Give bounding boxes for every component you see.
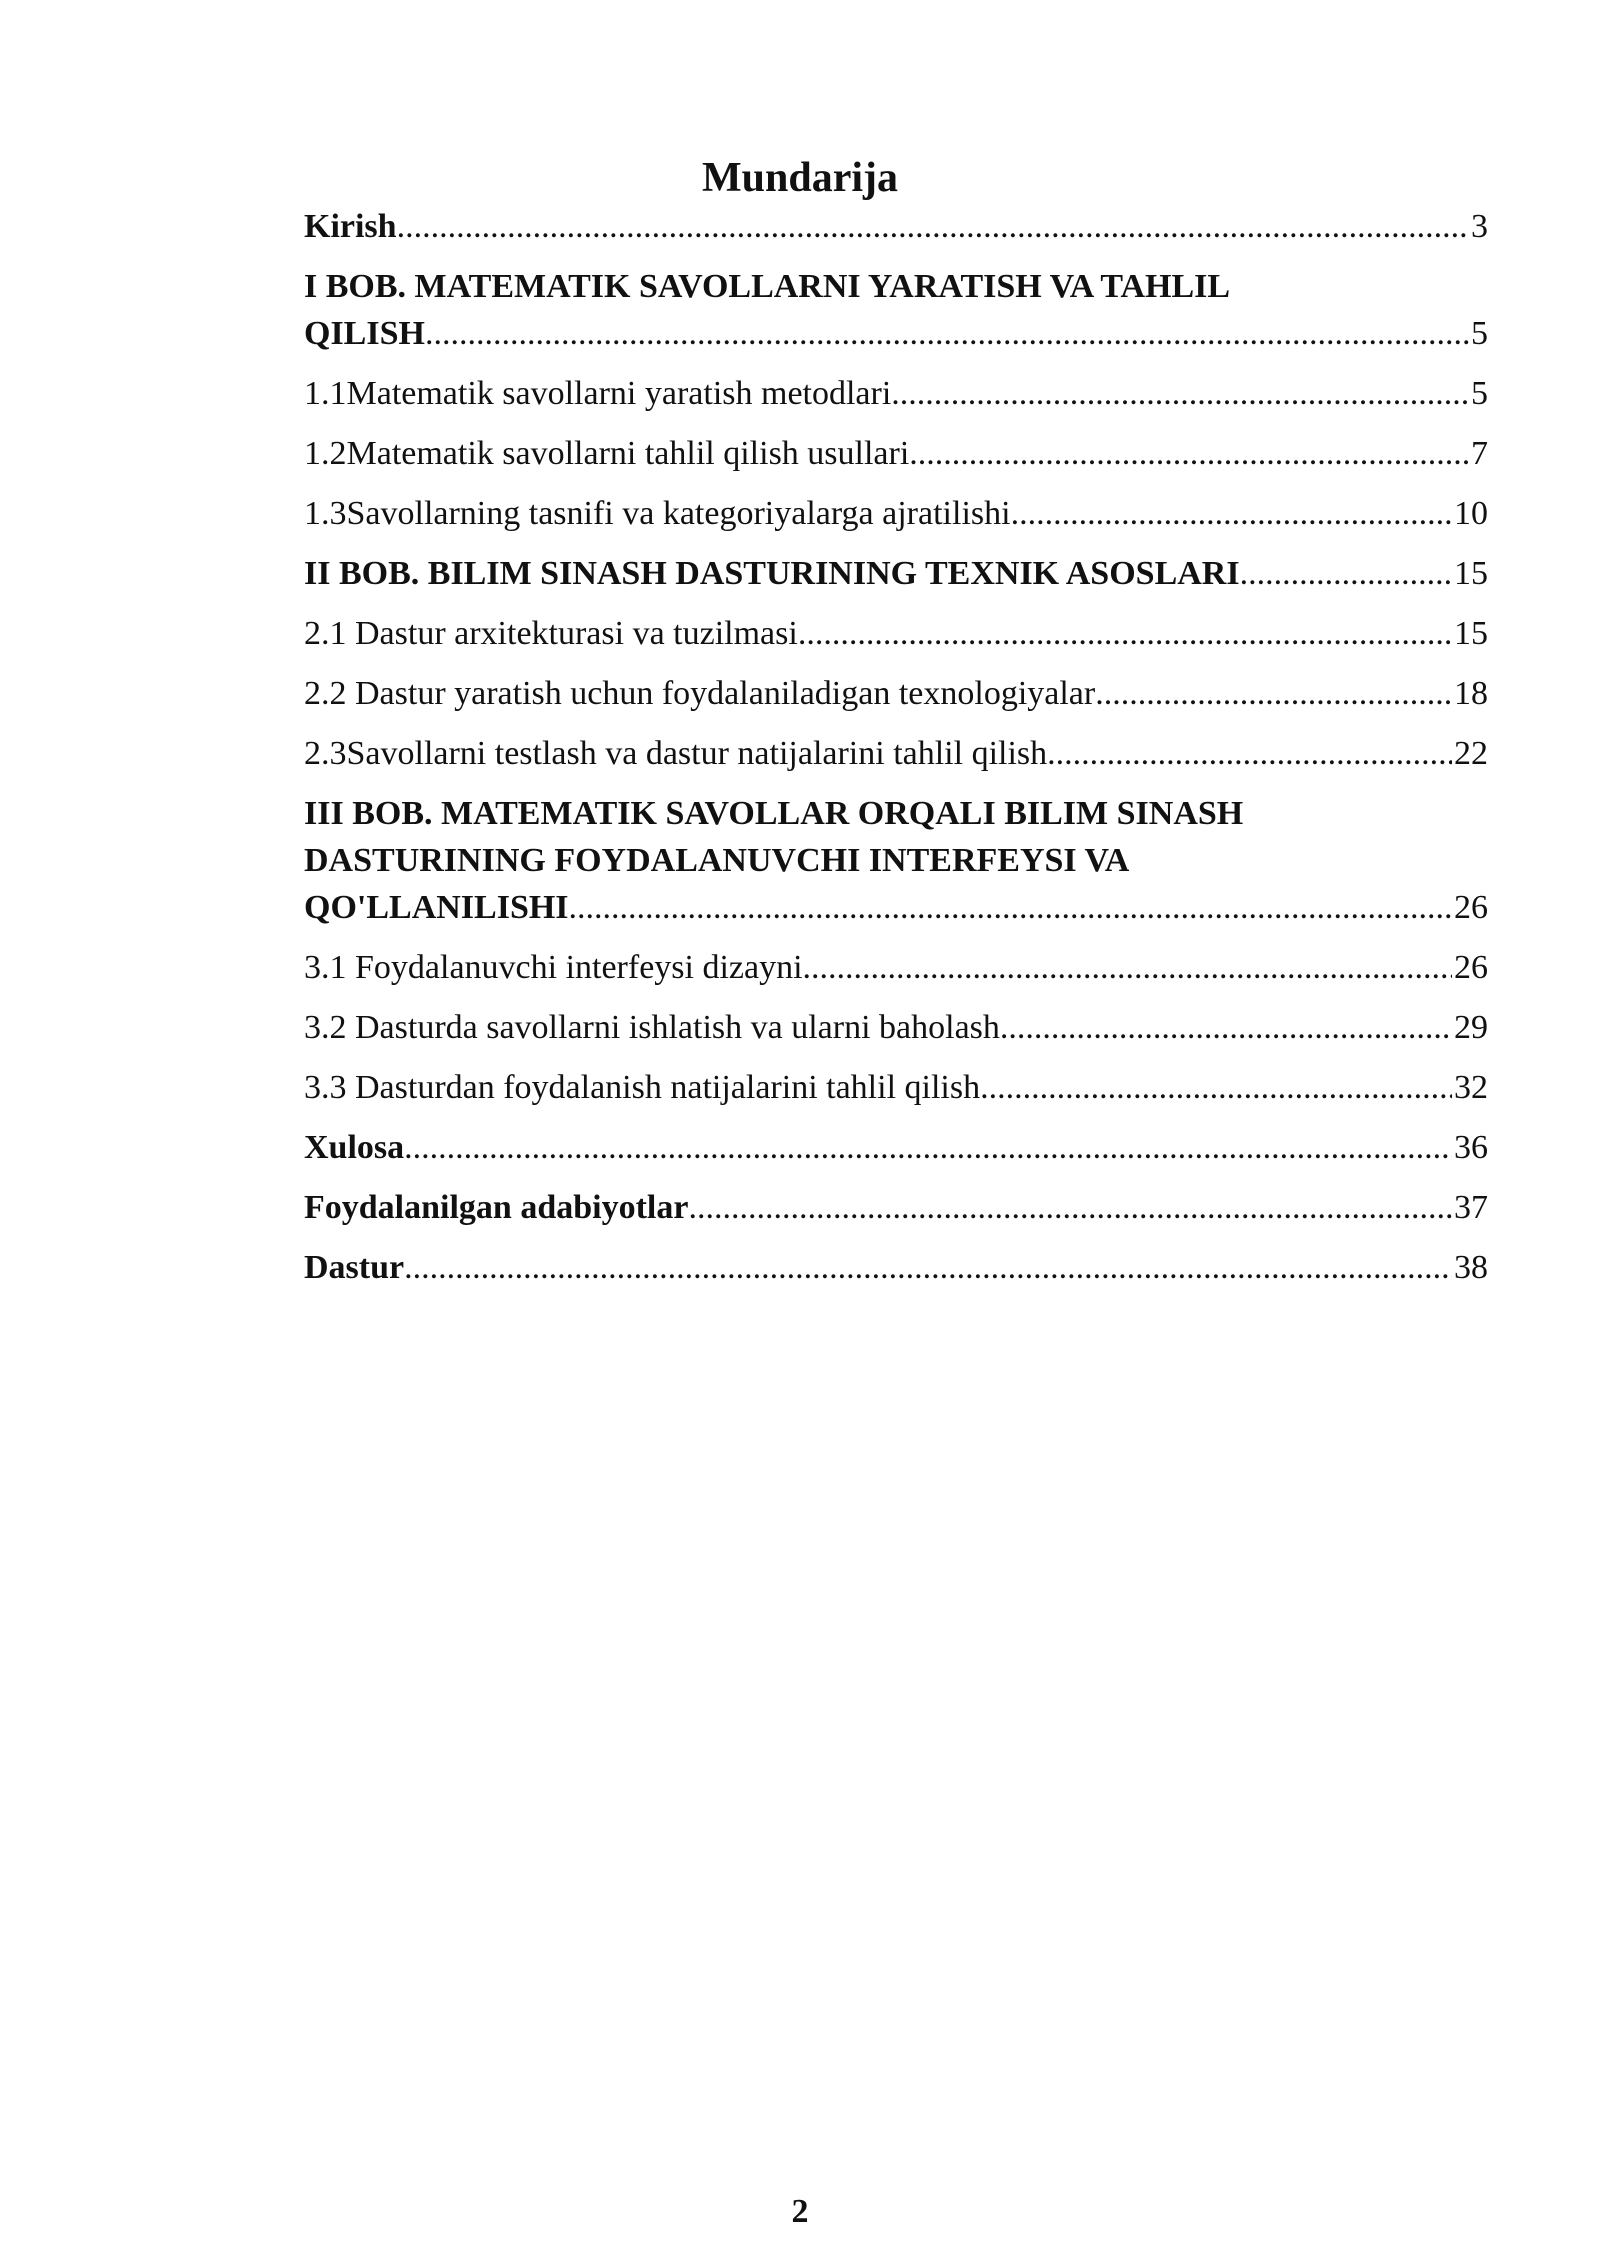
toc-page-number: 38 — [1454, 1249, 1488, 1286]
toc-entry-text: QO'LLANILISHI — [304, 889, 569, 926]
toc-page-number: 22 — [1454, 735, 1488, 772]
toc-dot-leader — [1047, 730, 1452, 777]
toc-entry[interactable] — [304, 1004, 1488, 1051]
toc-page-number: 29 — [1454, 1009, 1488, 1046]
toc-entry-line — [304, 550, 1488, 597]
toc-page-number: 18 — [1454, 675, 1488, 712]
toc-entry[interactable] — [304, 490, 1488, 537]
toc-dot-leader — [425, 310, 1469, 357]
toc-entry[interactable] — [304, 790, 1488, 931]
toc-dot-leader — [909, 430, 1469, 477]
toc-entry-line — [304, 837, 1488, 884]
toc-entry[interactable] — [304, 1184, 1488, 1231]
toc-page-number: 7 — [1471, 435, 1488, 472]
toc-entry-line — [304, 263, 1488, 310]
toc-entry[interactable] — [304, 263, 1488, 357]
toc-dot-leader — [404, 1244, 1452, 1291]
toc-dot-leader — [798, 610, 1452, 657]
toc-entry-text: 1.3Savollarning tasnifi va kategoriyalarga ajratilishi — [304, 495, 1011, 532]
table-of-contents — [304, 203, 1488, 1304]
toc-entry-text: 3.3 Dasturdan foydalanish natijalarini tahlil qilish — [304, 1069, 981, 1106]
toc-entry-line — [304, 670, 1488, 717]
toc-entry-text: 3.1 Foydalanuvchi interfeysi dizayni — [304, 949, 803, 986]
toc-entry-text: Kirish — [304, 208, 397, 245]
toc-entry-text: Foydalanilgan adabiyotlar — [304, 1189, 689, 1226]
toc-entry-line — [304, 1244, 1488, 1291]
toc-page-number: 3 — [1471, 208, 1488, 245]
toc-dot-leader — [891, 370, 1469, 417]
toc-entry-line — [304, 310, 1488, 357]
toc-entry-text: 2.2 Dastur yaratish uchun foydalaniladigan texnologiyalar — [304, 675, 1096, 712]
toc-entry[interactable] — [304, 550, 1488, 597]
toc-dot-leader — [397, 203, 1469, 250]
toc-page-number: 15 — [1454, 555, 1488, 592]
toc-entry-text: II BOB. BILIM SINASH DASTURINING TEXNIK ASOSLARI — [304, 555, 1240, 592]
toc-entry[interactable] — [304, 730, 1488, 777]
toc-dot-leader — [1000, 1004, 1452, 1051]
toc-page-number: 26 — [1454, 889, 1488, 926]
toc-page-number: 5 — [1471, 315, 1488, 352]
toc-entry-line — [304, 944, 1488, 991]
toc-entry-line — [304, 884, 1488, 931]
toc-entry[interactable] — [304, 944, 1488, 991]
toc-entry-line — [304, 203, 1488, 250]
toc-title: Mundarija — [701, 155, 898, 201]
toc-entry-text: 2.3Savollarni testlash va dastur natijalarini tahlil qilish — [304, 735, 1048, 772]
toc-entry-line — [304, 610, 1488, 657]
toc-entry-text: 3.2 Dasturda savollarni ishlatish va ularni baholash — [304, 1009, 1000, 1046]
toc-dot-leader — [1240, 550, 1452, 597]
toc-entry-line — [304, 1124, 1488, 1171]
toc-entry-text: Dastur — [304, 1249, 405, 1286]
toc-entry-line — [304, 1004, 1488, 1051]
toc-entry[interactable] — [304, 203, 1488, 250]
toc-entry-text: QILISH — [304, 315, 425, 352]
toc-entry-line — [304, 370, 1488, 417]
page-number: 2 — [791, 2193, 809, 2230]
toc-page-number: 32 — [1454, 1069, 1488, 1106]
toc-entry[interactable] — [304, 670, 1488, 717]
toc-entry-line — [304, 1064, 1488, 1111]
toc-entry[interactable] — [304, 1064, 1488, 1111]
toc-entry[interactable] — [304, 430, 1488, 477]
toc-entry[interactable] — [304, 1244, 1488, 1291]
toc-dot-leader — [1011, 490, 1452, 537]
toc-entry-line — [304, 1184, 1488, 1231]
toc-entry-text: DASTURINING FOYDALANUVCHI INTERFEYSI VA — [304, 842, 1130, 879]
toc-dot-leader — [404, 1124, 1452, 1171]
toc-entry-text: 2.1 Dastur arxitekturasi va tuzilmasi — [304, 615, 798, 652]
toc-entry-text: 1.1Matematik savollarni yaratish metodlari — [304, 375, 892, 412]
toc-page-number: 15 — [1454, 615, 1488, 652]
toc-page-number: 5 — [1471, 375, 1488, 412]
toc-entry-line — [304, 430, 1488, 477]
toc-dot-leader — [803, 944, 1452, 991]
toc-page-number: 26 — [1454, 949, 1488, 986]
toc-dot-leader — [569, 884, 1452, 931]
toc-entry[interactable] — [304, 370, 1488, 417]
toc-dot-leader — [1095, 670, 1452, 717]
toc-entry-text: I BOB. MATEMATIK SAVOLLARNI YARATISH VA TAHLIL — [304, 268, 1231, 305]
toc-entry-text: Xulosa — [304, 1129, 405, 1166]
toc-page-number: 36 — [1454, 1129, 1488, 1166]
toc-entry-line — [304, 490, 1488, 537]
toc-entry-text: 1.2Matematik savollarni tahlil qilish usullari — [304, 435, 910, 472]
toc-entry[interactable] — [304, 610, 1488, 657]
toc-entry-text: III BOB. MATEMATIK SAVOLLAR ORQALI BILIM SINASH — [304, 795, 1244, 832]
toc-entry-line — [304, 730, 1488, 777]
toc-entry-line — [304, 790, 1488, 837]
toc-dot-leader — [688, 1184, 1452, 1231]
toc-entry[interactable] — [304, 1124, 1488, 1171]
toc-page-number: 10 — [1454, 495, 1488, 532]
toc-dot-leader — [980, 1064, 1452, 1111]
toc-page-number: 37 — [1454, 1189, 1488, 1226]
